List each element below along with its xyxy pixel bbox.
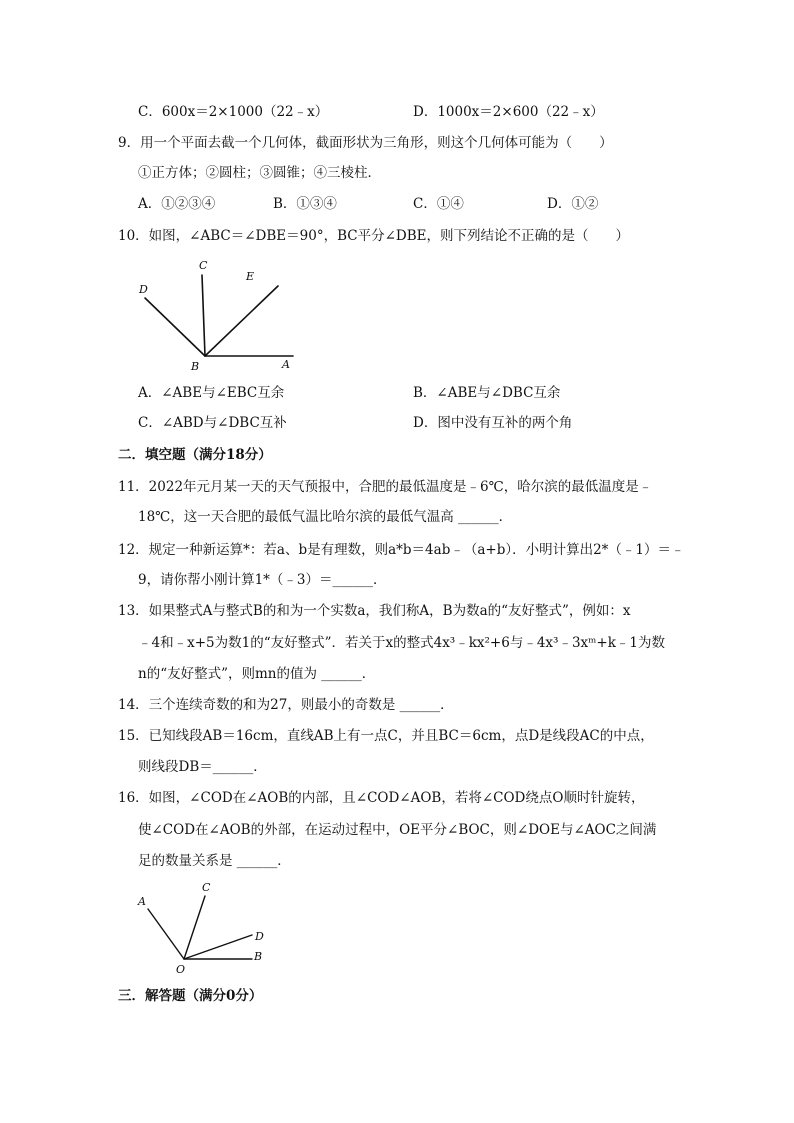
q11-line2: 18℃，这一天合肥的最低气温比哈尔滨的最低气温高 ______．	[138, 509, 513, 525]
q14-text: 14．三个连续奇数的和为27，则最小的奇数是 ______．	[118, 697, 454, 713]
label-c: C	[202, 881, 211, 894]
ray-be	[205, 286, 278, 356]
q9-option-d: D．①②	[547, 196, 599, 212]
q9-shapes: ①正方体；②圆柱；③圆锥；④三棱柱．	[138, 165, 381, 181]
q13-line2: ﹣4和﹣x+5为数1的“友好整式”．若关于x的整式4x³﹣kx²+6与﹣4x³﹣3xᵐ+k﹣1为数	[138, 635, 666, 651]
ray-bd	[145, 298, 205, 356]
q13-line1: 13．如果整式A与整式B的和为一个实数a，我们称A，B为数a的“友好整式”，例如：x	[118, 603, 631, 619]
label-c: C	[199, 259, 208, 272]
label-d: D	[139, 283, 148, 296]
label-o: O	[176, 963, 186, 976]
q9-option-a: A．①②③④	[138, 196, 216, 212]
ray-od	[184, 935, 252, 959]
q8-option-d: D．1000x＝2×600（22﹣x）	[413, 104, 604, 120]
label-a: A	[138, 895, 146, 908]
label-b: B	[254, 950, 263, 963]
q10-angle-figure	[130, 250, 310, 375]
q16-line2: 使∠COD在∠AOB的外部，在运动过程中，OE平分∠BOC，则∠DOE与∠AOC之间满	[138, 822, 657, 838]
q10-option-a: A．∠ABE与∠EBC互余	[138, 385, 285, 401]
q10-option-c: C．∠ABD与∠DBC互补	[138, 415, 287, 431]
label-e: E	[246, 270, 255, 283]
ray-oa	[148, 909, 184, 959]
q9-stem: 9．用一个平面去截一个几何体，截面形状为三角形，则这个几何体可能为（ ）	[118, 135, 613, 151]
label-b: B	[191, 360, 200, 373]
q11-line1: 11．2022年元月某一天的天气预报中，合肥的最低温度是﹣6℃，哈尔滨的最低温度是﹣	[118, 479, 653, 495]
ray-bc	[202, 275, 205, 356]
ray-oc	[184, 896, 205, 959]
q9-option-c: C．①④	[413, 196, 464, 212]
q13-line3: n的“友好整式”，则mn的值为 ______．	[138, 666, 376, 682]
section-answer-title: 三．解答题（满分0分）	[118, 988, 263, 1004]
q8-option-c: C．600x＝2×1000（22﹣x）	[138, 104, 329, 120]
q15-line2: 则线段DB＝______．	[138, 759, 267, 775]
q12-line2: 9，请你帮小刚计算1*（﹣3）＝______．	[138, 572, 387, 588]
label-d: D	[255, 930, 264, 943]
q10-option-d: D．图中没有互补的两个角	[413, 415, 573, 431]
q16-line3: 足的数量关系是 ______．	[138, 853, 291, 869]
label-a: A	[282, 358, 290, 371]
q16-angle-figure	[132, 877, 282, 977]
q16-line1: 16．如图，∠COD在∠AOB的内部，且∠COD∠AOB，若将∠COD绕点O顺时针旋转，	[118, 790, 645, 806]
q15-line1: 15．已知线段AB＝16cm，直线AB上有一点C，并且BC＝6cm，点D是线段AC的中点，	[118, 728, 654, 744]
section-fill-in-title: 二．填空题（满分18分）	[118, 447, 272, 463]
q10-option-b: B．∠ABE与∠DBC互余	[413, 385, 561, 401]
q10-stem: 10．如图，∠ABC＝∠DBE＝90°，BC平分∠DBE，则下列结论不正确的是（ ）	[118, 228, 629, 244]
q9-option-b: B．①③④	[273, 196, 337, 212]
q12-line1: 12．规定一种新运算*：若a、b是有理数，则a*b＝4ab﹣（a+b）．小明计算出2*（﹣1）＝﹣	[118, 542, 685, 558]
